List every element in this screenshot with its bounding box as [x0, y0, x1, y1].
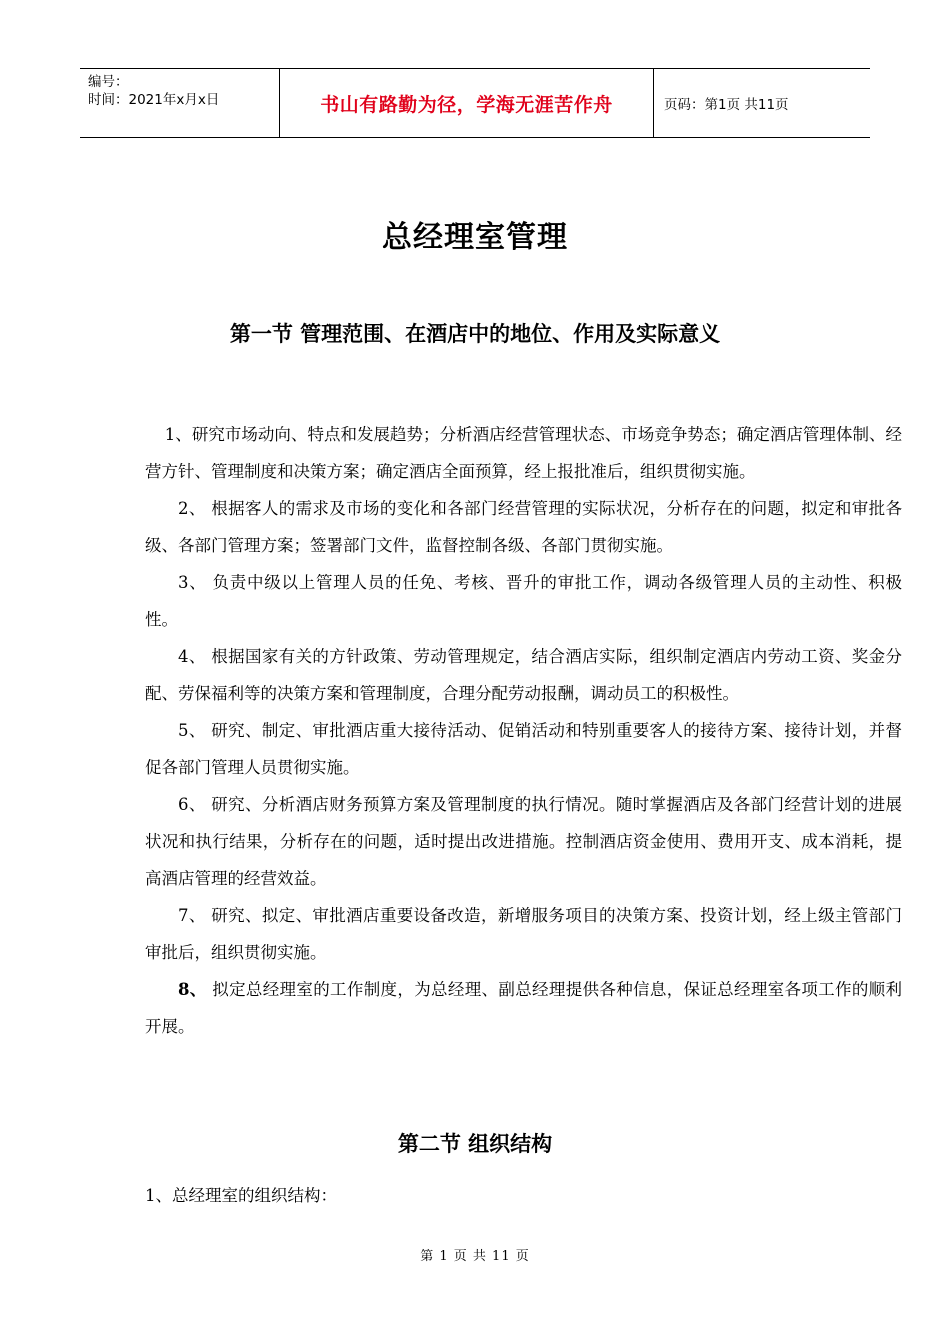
- page-footer: 第 1 页 共 11 页: [420, 1249, 530, 1264]
- time-label: 时间：2021年x月x日: [88, 92, 220, 108]
- paragraph-item-5: 5、 研究、制定、审批酒店重大接待活动、促销活动和特别重要客人的接待方案、接待计划，并督促各部门管理人员贯彻实施。: [145, 721, 902, 777]
- page-header: [80, 68, 870, 138]
- header-meta: [80, 69, 280, 137]
- section2-item-1: 1、总经理室的组织结构：: [145, 1186, 337, 1205]
- document-title: 总经理室管理: [382, 220, 568, 255]
- paragraph-item-1: 1、研究市场动向、特点和发展趋势；分析酒店经营管理状态、市场竞争势态；确定酒店管理体制、经营方针、管理制度和决策方案；确定酒店全面预算，经上报批准后，组织贯彻实施。: [145, 425, 902, 481]
- section2-heading: 第二节 组织结构: [397, 1131, 553, 1156]
- item-8-number: 8、: [178, 980, 207, 999]
- section1-heading: 第一节 管理范围、在酒店中的地位、作用及实际意义: [229, 321, 721, 346]
- item-8-text: 拟定总经理室的工作制度，为总经理、副总经理提供各种信息，保证总经理室各项工作的顺利开展。: [145, 980, 903, 1036]
- paragraph-item-2: 2、 根据客人的需求及市场的变化和各部门经营管理的实际状况，分析存在的问题，拟定和审批各级、各部门管理方案；签署部门文件，监督控制各级、各部门贯彻实施。: [145, 499, 902, 555]
- number-label: 编号：: [88, 74, 129, 90]
- paragraph-item-6: 6、 研究、分析酒店财务预算方案及管理制度的执行情况。随时掌握酒店及各部门经营计划的进展状况和执行结果，分析存在的问题，适时提出改进措施。控制酒店资金使用、费用开支、成本消耗，提高酒店管理的经营效益。: [145, 795, 902, 888]
- paragraph-item-4: 4、 根据国家有关的方针政策、劳动管理规定，结合酒店实际，组织制定酒店内劳动工资、奖金分配、劳保福利等的决策方案和管理制度，合理分配劳动报酬，调动员工的积极性。: [145, 647, 902, 703]
- paragraph-item-7: 7、 研究、拟定、审批酒店重要设备改造，新增服务项目的决策方案、投资计划，经上级主管部门审批后，组织贯彻实施。: [145, 906, 902, 962]
- paragraph-item-3: 3、 负责中级以上管理人员的任免、考核、晋升的审批工作，调动各级管理人员的主动性、积极性。: [145, 573, 902, 629]
- header-motto: 书山有路勤为径，学海无涯苦作舟: [280, 69, 654, 137]
- section1-content: [145, 416, 902, 1045]
- paragraph-item-8: [145, 971, 902, 1045]
- header-page-info: 页码：第1页 共11页: [664, 97, 789, 113]
